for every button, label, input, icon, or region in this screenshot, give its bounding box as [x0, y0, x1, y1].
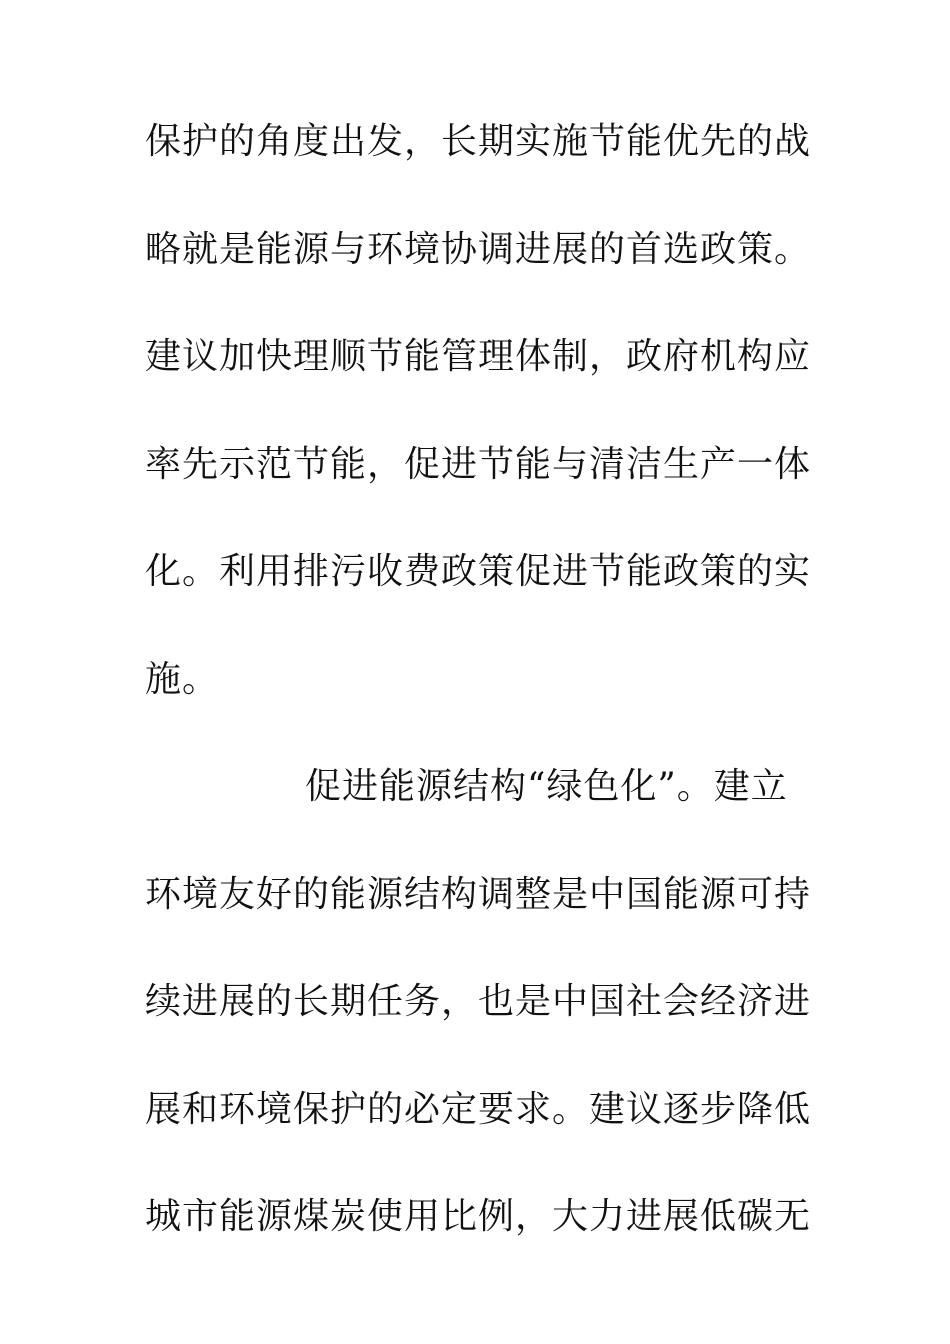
body-text [145, 118, 810, 1301]
text-line: 续进展的长期任务，也是中国社会经济进 [145, 981, 812, 1022]
text-line: 建议加快理顺节能管理体制，政府机构应 [145, 336, 812, 377]
text-line: 环境友好的能源结构调整是中国能源可持 [145, 873, 812, 915]
text-line: 展和环境保护的必定要求。建议逐步降低 [145, 1088, 812, 1130]
text-line: 城市能源煤炭使用比例，大力进展低碳无 [145, 1196, 812, 1237]
text-line: 率先示范节能，促进节能与清洁生产一体 [145, 443, 812, 485]
text-line: 施。 [145, 658, 220, 700]
text-line: 化。利用排污收费政策促进节能政策的实 [145, 551, 812, 592]
text-line: 保护的角度出发，长期实施节能优先的战 [145, 121, 812, 162]
text-line: 略就是能源与环境协调进展的首选政策。 [145, 228, 812, 270]
paragraph-start-line: 促进能源结构“绿色化”。建立 [305, 766, 788, 807]
